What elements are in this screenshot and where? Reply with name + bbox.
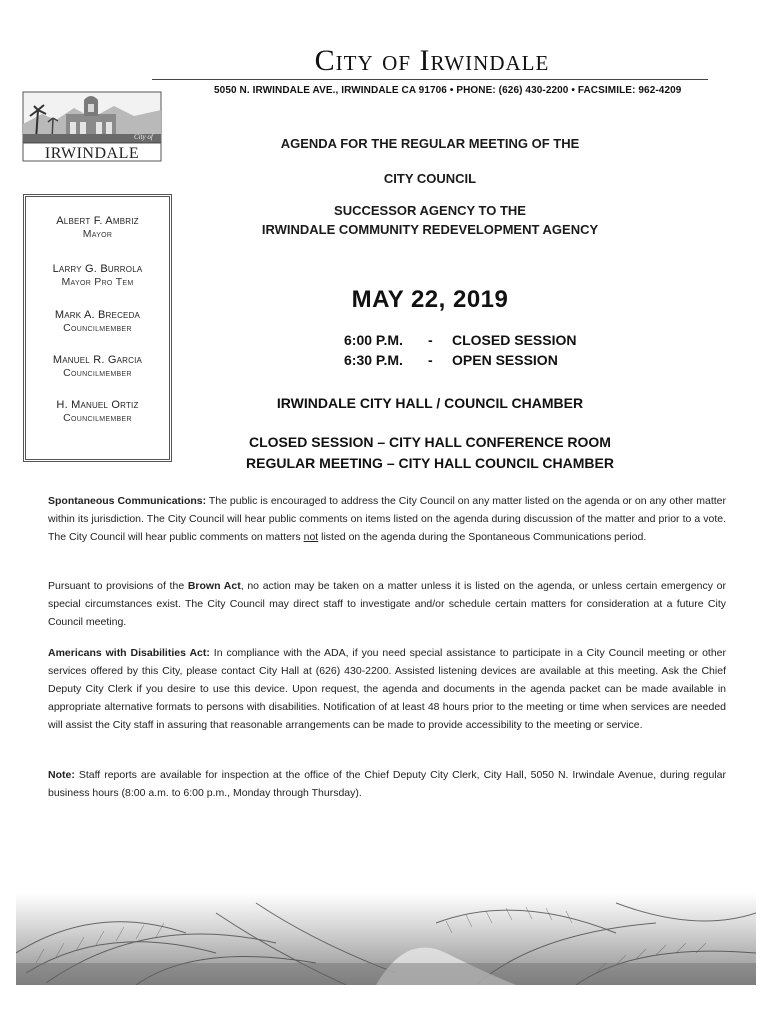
council-member [26, 263, 169, 289]
member-name: Larry G. Burrola [52, 263, 143, 275]
member-role: Councilmember [63, 412, 132, 424]
member-role: Mayor Pro Tem [61, 276, 134, 288]
member-role: Mayor [82, 228, 113, 240]
title-divider [152, 79, 708, 80]
member-name: Albert F. Ambriz [56, 215, 139, 227]
session-label: OPEN SESSION [452, 352, 558, 368]
council-member [26, 215, 169, 241]
agenda-heading-line-3: SUCCESSOR AGENCY TO THE [334, 203, 526, 218]
session-time: 6:00 P.M. [344, 332, 403, 348]
spontaneous-text-a: The public is encouraged to address the City Council on any matter listed on the agenda or on any other matter within its jurisdiction. The City Council will hear public comments on items listed on the agenda during discussion of the matter and prior to a vote. The City Council will hear public comments on matters [48, 495, 726, 543]
palm-fronds-image [16, 893, 756, 985]
brown-act-text-b: , no action may be taken on a matter unless it is listed on the agenda, or unless certain emergency or special circumstances exist. The City Council may direct staff to investigate and/or schedule certain matters for consideration at a future City Council meeting. [48, 580, 726, 628]
meeting-date: MAY 22, 2019 [351, 286, 509, 313]
council-member [26, 309, 169, 335]
address-line: 5050 N. IRWINDALE AVE., IRWINDALE CA 91706 • PHONE: (626) 430-2200 • FACSIMILE: 962-4209 [214, 85, 682, 96]
council-member [26, 399, 169, 425]
agenda-heading-line-4: IRWINDALE COMMUNITY REDEVELOPMENT AGENCY [261, 222, 599, 237]
session-time: 6:30 P.M. [344, 352, 403, 368]
spontaneous-heading: Spontaneous Communications: [48, 495, 207, 507]
logo-city-of-text: City of [134, 133, 153, 141]
regular-meeting-room: REGULAR MEETING – CITY HALL COUNCIL CHAMBER [246, 455, 614, 471]
note-paragraph [48, 766, 726, 802]
brown-act-paragraph [48, 577, 726, 631]
council-members-box [23, 194, 172, 462]
member-role: Councilmember [63, 367, 132, 379]
member-name: H. Manuel Ortiz [56, 399, 139, 411]
agenda-heading-line-1: AGENDA FOR THE REGULAR MEETING OF THE [280, 136, 580, 151]
ada-text: In compliance with the ADA, if you need special assistance to participate in a City Council meeting or other services offered by this City, please contact City Hall at (626) 430-2200. Assisted listening devices are available at this meeting. Ask the Chief Deputy City Clerk if you desire to use this device. Upon request, the agenda and documents in the agenda packet can be made available in appropriate alternative formats to persons with disabilities. Notification of at least 48 hours prior to the meeting or time when services are needed will assist the City staff in assuring that reasonable arrangements can be made to provide accessibility to the meeting or service. [48, 647, 727, 731]
session-dash: - [428, 332, 433, 348]
footer-photo-strip [16, 893, 756, 985]
spontaneous-emphasis: not [303, 531, 319, 543]
agenda-heading-line-2: CITY COUNCIL [383, 171, 477, 186]
logo-name-text: IRWINDALE [44, 145, 140, 162]
ada-paragraph [48, 644, 726, 734]
member-role: Councilmember [63, 322, 132, 334]
meeting-location: IRWINDALE CITY HALL / COUNCIL CHAMBER [276, 395, 584, 411]
note-text: Staff reports are available for inspection at the office of the Chief Deputy City Clerk, City Hall, 5050 N. Irwindale Avenue, during regular business hours (8:00 a.m. to 6:00 p.m., Monday through Thursday). [48, 769, 726, 799]
session-dash: - [428, 352, 433, 368]
mission-logo-icon [22, 90, 162, 162]
city-title: City of Irwindale [314, 44, 550, 77]
ada-heading: Americans with Disabilities Act: [48, 647, 210, 659]
spontaneous-text-b: listed on the agenda during the Spontaneous Communications period. [318, 531, 647, 543]
brown-act-text-a: Pursuant to provisions of the [48, 580, 188, 592]
note-heading: Note: [48, 769, 75, 781]
closed-session-room: CLOSED SESSION – CITY HALL CONFERENCE ROOM [249, 434, 611, 450]
council-member [26, 354, 169, 380]
city-logo [22, 90, 162, 162]
session-label: CLOSED SESSION [452, 332, 577, 348]
member-name: Manuel R. Garcia [52, 354, 143, 366]
brown-act-heading: Brown Act [187, 580, 241, 592]
spontaneous-communications-paragraph [48, 492, 726, 546]
member-name: Mark A. Breceda [54, 309, 141, 321]
